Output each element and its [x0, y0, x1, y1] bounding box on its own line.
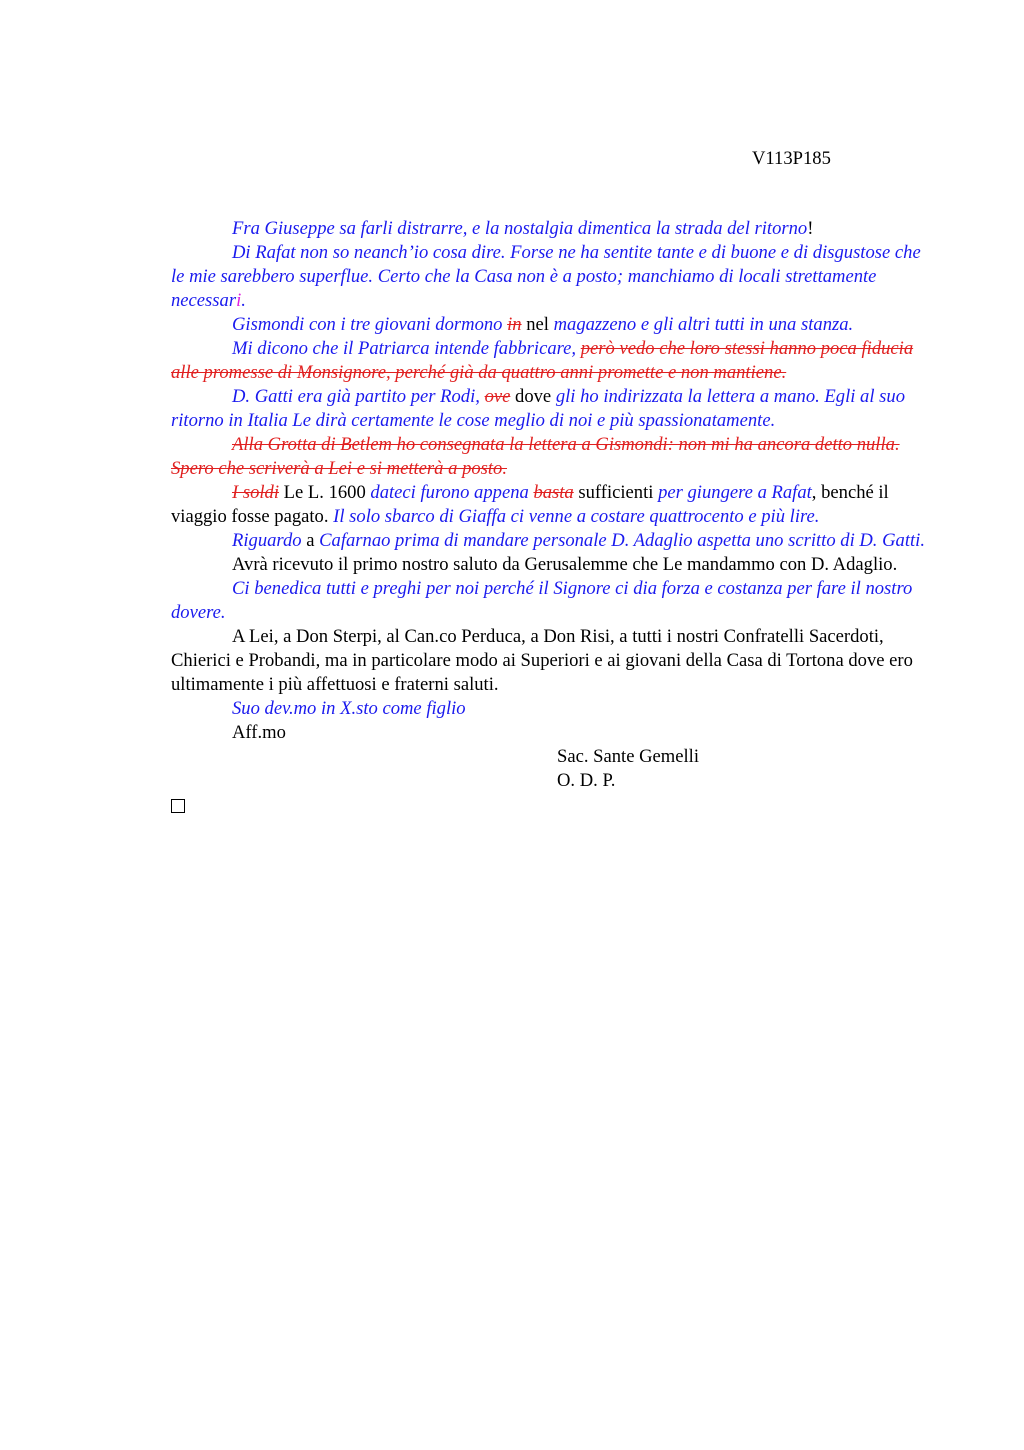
added-text: . — [241, 290, 246, 311]
paragraph-soldi — [171, 481, 931, 529]
deleted-text: ove — [484, 386, 511, 407]
paragraph-saluto: Avrà ricevuto il primo nostro saluto da Gerusalemme che Le mandammo con D. Adaglio. — [232, 554, 898, 575]
deleted-text: basta — [533, 482, 574, 503]
paragraph-rafat — [171, 241, 931, 313]
added-text: dateci furono appena — [370, 482, 534, 503]
signature-order: O. D. P. — [557, 770, 616, 791]
original-text: ! — [807, 218, 814, 239]
deleted-text: I soldi — [232, 482, 280, 503]
original-text: sufficienti — [573, 482, 659, 503]
added-text: Di Rafat non so neanch’io cosa dire. Forse ne ha sentite tante e di buone e di disgustose che le mie sarebbero superflue. Certo che la Casa non è a posto; manchiamo di locali strettamente necessar — [171, 242, 921, 311]
added-text: magazzeno e gli altri tutti in una stanza. — [553, 314, 854, 335]
original-text: a — [301, 530, 320, 551]
paragraph-patriarca — [171, 337, 931, 385]
deleted-text: però vedo che loro stessi hanno poca fiducia alle promesse di Monsignore, perché già da quattro anni promette e non mantiene. — [171, 338, 914, 383]
document-reference: V113P185 — [752, 148, 831, 169]
letter-body — [171, 217, 931, 820]
closing-affmo: Aff.mo — [232, 722, 286, 743]
added-text: Il solo sbarco di Giaffa ci venne a costare quattrocento e più lire. — [333, 506, 820, 527]
closing-line: Suo dev.mo in X.sto come figlio — [232, 698, 466, 719]
paragraph-cafarnao — [171, 529, 931, 553]
added-text: Fra Giuseppe sa farli distrarre, e la nostalgia dimentica la strada del ritorno — [232, 218, 808, 239]
paragraph-gismondi — [171, 313, 931, 337]
original-text: Le L. 1600 — [279, 482, 371, 503]
deleted-text: Alla Grotta di Betlem ho consegnata la lettera a Gismondi: non mi ha ancora detto nulla. Spero che scriverà a Lei e si metterà a posto. — [171, 434, 900, 479]
paragraph-benedica: Ci benedica tutti e preghi per noi perché il Signore ci dia forza e costanza per fare il nostro dovere. — [171, 578, 913, 623]
signature-name: Sac. Sante Gemelli — [557, 746, 699, 767]
paragraph-gatti — [171, 385, 931, 433]
paragraph-greetings: A Lei, a Don Sterpi, al Can.co Perduca, a Don Risi, a tutti i nostri Confratelli Sacerdoti, Chierici e Probandi, ma in particolare modo ai Superiori e ai giovani della Casa di Tortona dove ero ultimamente i più affettuosi e fraterni saluti. — [171, 626, 913, 695]
corrected-letter: i — [236, 290, 242, 311]
original-text: dove — [510, 386, 556, 407]
added-text: D. Gatti era già partito per Rodi, — [232, 386, 485, 407]
added-text: gli ho indirizzata la lettera a mano. Egli al suo ritorno in Italia Le dirà certamente le cose meglio di noi e più spassionatamente. — [171, 386, 905, 431]
deleted-text: in — [507, 314, 522, 335]
added-text: Gismondi con i tre giovani dormono — [232, 314, 508, 335]
added-text: Cafarnao prima di mandare personale D. Adaglio aspetta uno scritto di D. Gatti. — [319, 530, 925, 551]
original-text: nel — [521, 314, 554, 335]
added-text: per giungere a Rafat — [658, 482, 812, 503]
paragraph-return — [171, 217, 931, 241]
paragraph-betlem — [171, 433, 931, 481]
added-text: Mi dicono che il Patriarca intende fabbricare, — [232, 338, 581, 359]
added-text: Riguardo — [232, 530, 302, 551]
checkbox-square — [171, 799, 185, 813]
original-text: , benché il viaggio fosse pagato. — [171, 482, 889, 527]
